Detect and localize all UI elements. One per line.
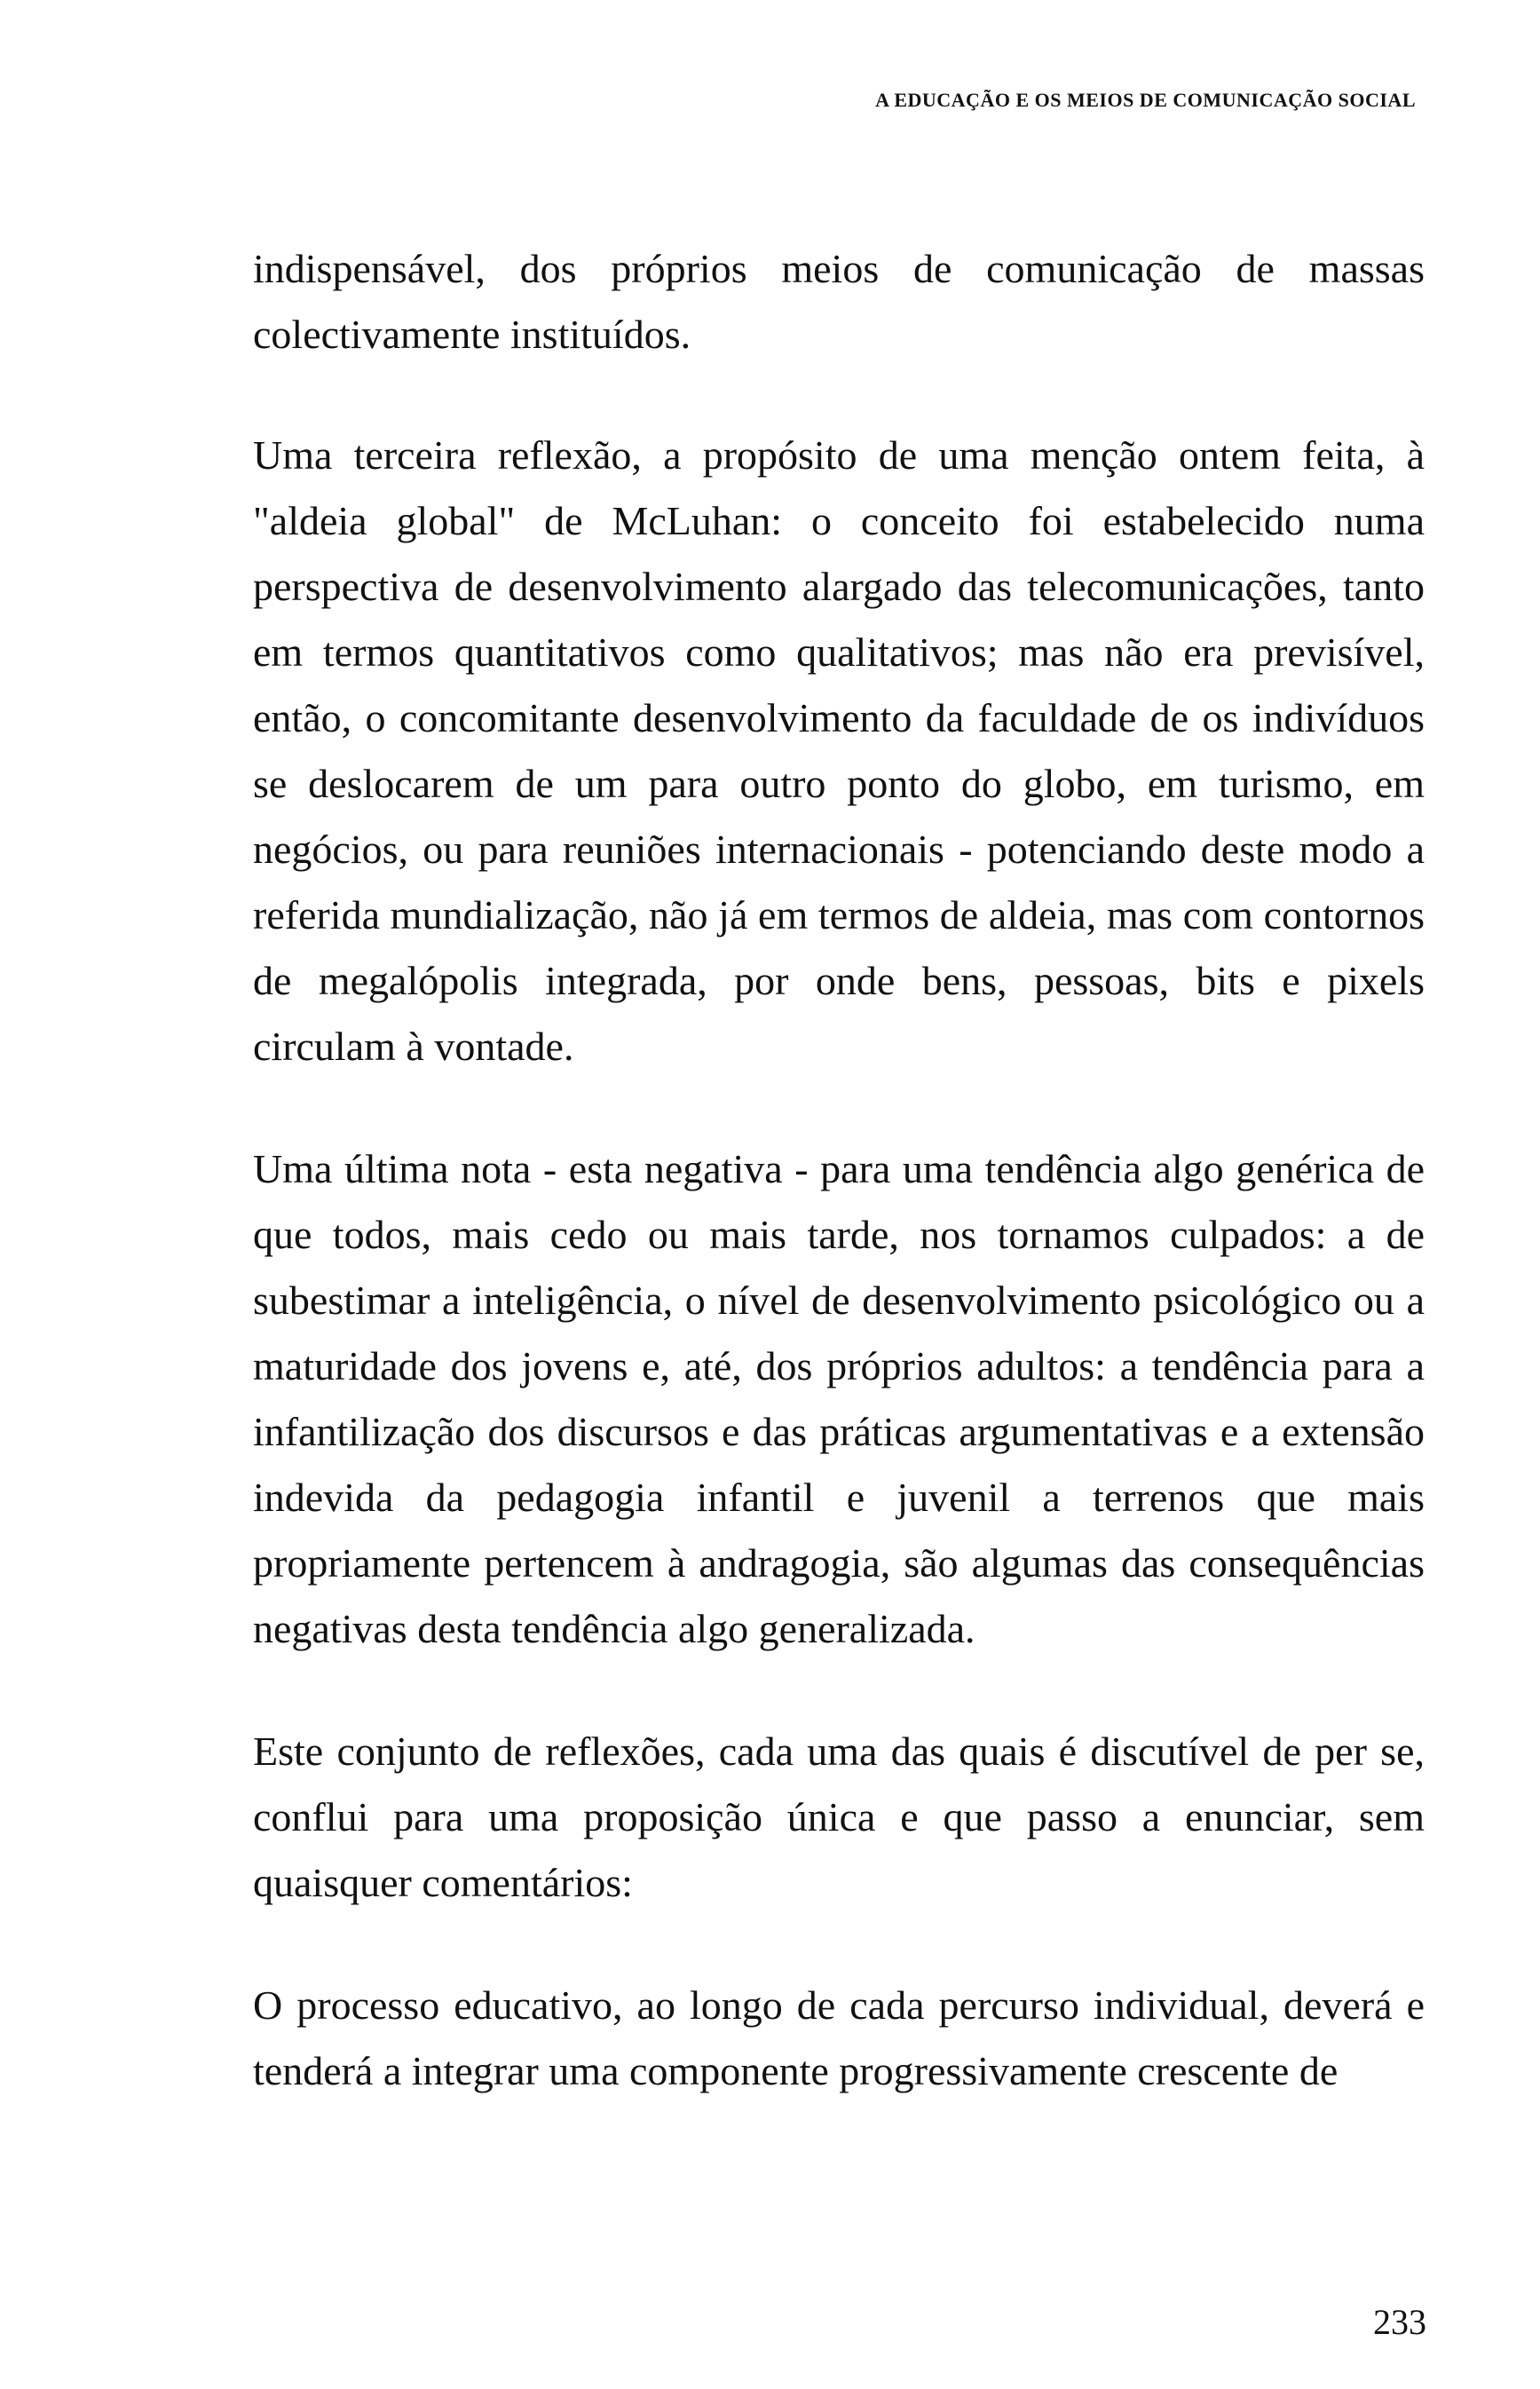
paragraph-proposition: O processo educativo, ao longo de cada percurso individual, deverá e tenderá a integrar uma componente progressivamente crescente de	[253, 1982, 1425, 2093]
body-text	[253, 236, 1425, 2104]
running-header: A EDUCAÇÃO E OS MEIOS DE COMUNICAÇÃO SOCIAL	[875, 89, 1416, 111]
page-number: 233	[1373, 2302, 1426, 2342]
paragraph-final-note: Uma última nota - esta negativa - para uma tendência algo genérica de que todos, mais cedo ou mais tarde, nos tornamos culpados: a de subestimar a inteligência, o nível de desenvolvimento psicológico ou a maturidade dos jovens e, até, dos próprios adultos: a tendência para a infantilização dos discursos e das práticas argumentativas e a extensão indevida da pedagogia infantil e juvenil a terrenos que mais propriamente pertencem à andragogia, são algumas das consequências negativas desta tendência algo generalizada.	[253, 1146, 1425, 1651]
paragraph-reflections: Este conjunto de reflexões, cada uma das quais é discutível de per se, conflui para uma proposição única e que passo a enunciar, sem quaisquer comentários:	[253, 1728, 1425, 1905]
paragraph-continuation: indispensável, dos próprios meios de comunicação de massas colectivamente instituídos.	[253, 246, 1425, 357]
paragraph-global-village: Uma terceira reflexão, a propósito de uma menção ontem feita, à "aldeia global" de McLuhan: o conceito foi estabelecido numa perspectiva de desenvolvimento alargado das telecomunicações, tanto em termos quantitativos como qualitativos; mas não era previsível, então, o concomitante desenvolvimento da faculdade de os indivíduos se deslocarem de um para outro ponto do globo, em turismo, em negócios, ou para reuniões internacionais - potenciando deste modo a referida mundialização, não já em termos de aldeia, mas com contornos de megalópolis integrada, por onde bens, pessoas, bits e pixels circulam à vontade.	[253, 432, 1425, 1069]
